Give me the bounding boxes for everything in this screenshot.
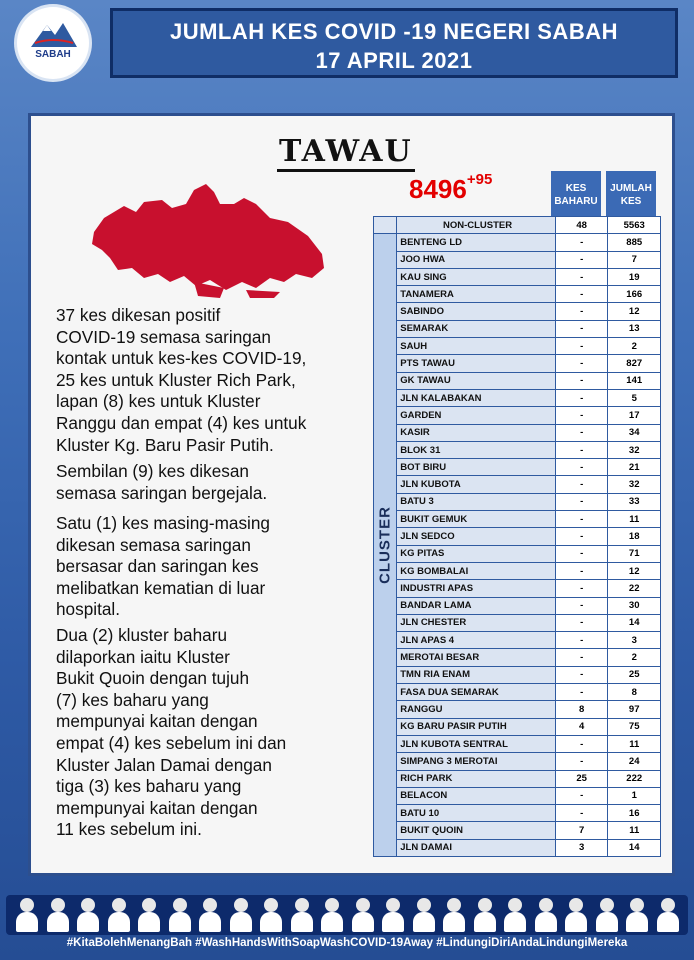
cluster-name: SEMARAK bbox=[397, 320, 556, 337]
total-cases: 1 bbox=[608, 787, 661, 804]
table-row bbox=[374, 268, 661, 285]
new-cases: - bbox=[555, 407, 608, 424]
person-icon bbox=[657, 898, 679, 932]
table-row bbox=[374, 562, 661, 579]
cluster-name: KAU SING bbox=[397, 268, 556, 285]
cluster-name: NON-CLUSTER bbox=[397, 217, 556, 234]
table-row bbox=[374, 805, 661, 822]
new-cases: - bbox=[555, 632, 608, 649]
table-row bbox=[374, 476, 661, 493]
total-cases: 16 bbox=[608, 805, 661, 822]
new-cases: 3 bbox=[555, 839, 608, 856]
cluster-name: RANGGU bbox=[397, 701, 556, 718]
new-cases: 7 bbox=[555, 822, 608, 839]
cluster-table bbox=[373, 216, 661, 857]
person-icon bbox=[413, 898, 435, 932]
total-cases: 30 bbox=[608, 597, 661, 614]
total-cases: 2 bbox=[608, 338, 661, 355]
person-icon bbox=[199, 898, 221, 932]
logo-text: SABAH bbox=[35, 49, 71, 60]
cluster-name: GARDEN bbox=[397, 407, 556, 424]
cluster-name: PTS TAWAU bbox=[397, 355, 556, 372]
total-cases: 34 bbox=[608, 424, 661, 441]
new-cases: - bbox=[555, 424, 608, 441]
cluster-name: TMN RIA ENAM bbox=[397, 666, 556, 683]
total-cases bbox=[409, 171, 493, 205]
table-row bbox=[374, 770, 661, 787]
table-row bbox=[374, 459, 661, 476]
cluster-name: BENTENG LD bbox=[397, 234, 556, 251]
paragraph-4: Dua (2) kluster baharu dilaporkan iaitu Kluster Bukit Quoin dengan tujuh (7) kes baharu yang mempunyai kaitan dengan empat (4) kes sebelum ini dan Kluster Jalan Damai dengan tiga (3) kes baharu yang mempunyai kaitan dengan 11 kes sebelum ini. bbox=[56, 625, 287, 840]
report-date: 17 APRIL 2021 bbox=[315, 48, 473, 73]
new-cases: - bbox=[555, 580, 608, 597]
cluster-name: JLN APAS 4 bbox=[397, 632, 556, 649]
new-cases: - bbox=[555, 735, 608, 752]
new-cases: - bbox=[555, 614, 608, 631]
table-row bbox=[374, 649, 661, 666]
cluster-name: BATU 3 bbox=[397, 493, 556, 510]
total-cases: 827 bbox=[608, 355, 661, 372]
person-icon bbox=[77, 898, 99, 932]
person-icon bbox=[16, 898, 38, 932]
cluster-name: FASA DUA SEMARAK bbox=[397, 684, 556, 701]
person-icon bbox=[535, 898, 557, 932]
total-cases: 141 bbox=[608, 372, 661, 389]
table-row bbox=[374, 735, 661, 752]
new-cases: - bbox=[555, 545, 608, 562]
table-row bbox=[374, 753, 661, 770]
table-row bbox=[374, 839, 661, 856]
cluster-name: KG BOMBALAI bbox=[397, 562, 556, 579]
total-cases: 7 bbox=[608, 251, 661, 268]
new-cases: - bbox=[555, 562, 608, 579]
table-row bbox=[374, 338, 661, 355]
table-row bbox=[374, 684, 661, 701]
person-icon bbox=[352, 898, 374, 932]
total-cases: 97 bbox=[608, 701, 661, 718]
total-cases: 13 bbox=[608, 320, 661, 337]
person-icon bbox=[382, 898, 404, 932]
cluster-name: JLN DAMAI bbox=[397, 839, 556, 856]
person-icon bbox=[260, 898, 282, 932]
new-cases: - bbox=[555, 684, 608, 701]
person-icon bbox=[230, 898, 252, 932]
person-icon bbox=[291, 898, 313, 932]
person-icon bbox=[565, 898, 587, 932]
new-cases: - bbox=[555, 753, 608, 770]
table-row bbox=[374, 441, 661, 458]
total-cases: 24 bbox=[608, 753, 661, 770]
total-cases: 5563 bbox=[608, 217, 661, 234]
cluster-side-blank bbox=[374, 217, 397, 234]
person-icon bbox=[108, 898, 130, 932]
cluster-name: JOO HWA bbox=[397, 251, 556, 268]
new-cases: - bbox=[555, 649, 608, 666]
total-cases: 8 bbox=[608, 684, 661, 701]
total-cases: 71 bbox=[608, 545, 661, 562]
person-icon bbox=[474, 898, 496, 932]
cluster-name: BOT BIRU bbox=[397, 459, 556, 476]
table-row bbox=[374, 372, 661, 389]
cluster-name: SIMPANG 3 MEROTAI bbox=[397, 753, 556, 770]
paragraph-1: 37 kes dikesan positif COVID-19 semasa saringan kontak untuk kes-kes COVID-19, 25 kes untuk Kluster Rich Park, lapan (8) kes untuk Kluster Ranggu dan empat (4) kes untuk Kluster Kg. Baru Pasir Putih. bbox=[56, 305, 307, 455]
new-cases: - bbox=[555, 493, 608, 510]
total-cases: 75 bbox=[608, 718, 661, 735]
total-cases: 885 bbox=[608, 234, 661, 251]
new-cases: 8 bbox=[555, 701, 608, 718]
total-cases: 25 bbox=[608, 666, 661, 683]
new-cases: - bbox=[555, 528, 608, 545]
total-cases: 11 bbox=[608, 822, 661, 839]
cluster-name: BANDAR LAMA bbox=[397, 597, 556, 614]
footer-banner bbox=[6, 895, 688, 935]
person-icon bbox=[626, 898, 648, 932]
table-row bbox=[374, 614, 661, 631]
total-cases: 21 bbox=[608, 459, 661, 476]
table-row bbox=[374, 597, 661, 614]
cluster-name: MEROTAI BESAR bbox=[397, 649, 556, 666]
content-panel bbox=[28, 113, 675, 876]
new-cases: - bbox=[555, 441, 608, 458]
total-cases: 11 bbox=[608, 511, 661, 528]
total-value: 8496 bbox=[409, 174, 467, 204]
table-row bbox=[374, 787, 661, 804]
table-row bbox=[374, 666, 661, 683]
person-icon bbox=[47, 898, 69, 932]
total-cases: 14 bbox=[608, 839, 661, 856]
page-title: JUMLAH KES COVID -19 NEGERI SABAH bbox=[169, 19, 618, 44]
total-cases: 19 bbox=[608, 268, 661, 285]
district-title: TAWAU bbox=[277, 136, 415, 172]
new-cases: - bbox=[555, 234, 608, 251]
total-cases: 222 bbox=[608, 770, 661, 787]
new-cases: - bbox=[555, 805, 608, 822]
cluster-name: KG PITAS bbox=[397, 545, 556, 562]
tawau-map-icon bbox=[74, 178, 334, 298]
table-row bbox=[374, 528, 661, 545]
header-kes-baharu: KES BAHARU bbox=[551, 171, 601, 218]
total-cases: 2 bbox=[608, 649, 661, 666]
new-cases: - bbox=[555, 459, 608, 476]
sabah-logo bbox=[17, 7, 89, 79]
new-cases: - bbox=[555, 597, 608, 614]
new-cases: - bbox=[555, 251, 608, 268]
new-cases: - bbox=[555, 389, 608, 406]
table-row bbox=[374, 511, 661, 528]
cluster-side-label bbox=[374, 234, 397, 857]
cluster-name: SAUH bbox=[397, 338, 556, 355]
person-icon bbox=[321, 898, 343, 932]
table-row bbox=[374, 580, 661, 597]
new-cases: 4 bbox=[555, 718, 608, 735]
paragraph-3: Satu (1) kes masing-masing dikesan semasa saringan bersasar dan saringan kes melibatkan kematian di luar hospital. bbox=[56, 513, 270, 620]
total-cases: 17 bbox=[608, 407, 661, 424]
new-cases: - bbox=[555, 372, 608, 389]
table-row bbox=[374, 389, 661, 406]
new-cases: - bbox=[555, 338, 608, 355]
total-cases: 32 bbox=[608, 441, 661, 458]
total-increase: +95 bbox=[466, 171, 493, 189]
table-row bbox=[374, 234, 661, 251]
total-cases: 5 bbox=[608, 389, 661, 406]
cluster-name: TANAMERA bbox=[397, 286, 556, 303]
cluster-name: BATU 10 bbox=[397, 805, 556, 822]
person-icon bbox=[504, 898, 526, 932]
paragraph-2: Sembilan (9) kes dikesan semasa saringan bergejala. bbox=[56, 461, 268, 503]
new-cases: - bbox=[555, 286, 608, 303]
total-cases: 22 bbox=[608, 580, 661, 597]
total-cases: 12 bbox=[608, 562, 661, 579]
cluster-name: JLN SEDCO bbox=[397, 528, 556, 545]
new-cases: 48 bbox=[555, 217, 608, 234]
new-cases: - bbox=[555, 787, 608, 804]
person-icon bbox=[138, 898, 160, 932]
table-row bbox=[374, 718, 661, 735]
table-row bbox=[374, 701, 661, 718]
table-row bbox=[374, 424, 661, 441]
cluster-name: INDUSTRI APAS bbox=[397, 580, 556, 597]
table-row bbox=[374, 286, 661, 303]
cluster-name: KASIR bbox=[397, 424, 556, 441]
total-cases: 32 bbox=[608, 476, 661, 493]
total-cases: 11 bbox=[608, 735, 661, 752]
new-cases: - bbox=[555, 268, 608, 285]
cluster-name: BUKIT QUOIN bbox=[397, 822, 556, 839]
person-icon bbox=[443, 898, 465, 932]
cluster-name: BUKIT GEMUK bbox=[397, 511, 556, 528]
cluster-label: CLUSTER bbox=[376, 506, 394, 585]
cluster-name: JLN KUBOTA bbox=[397, 476, 556, 493]
total-cases: 18 bbox=[608, 528, 661, 545]
cluster-name: KG BARU PASIR PUTIH bbox=[397, 718, 556, 735]
cluster-name: JLN CHESTER bbox=[397, 614, 556, 631]
table-row bbox=[374, 407, 661, 424]
hashtags: #KitaBolehMenangBah #WashHandsWithSoapWashCOVID-19Away #LindungiDiriAndaLindungiMereka bbox=[66, 937, 628, 949]
title-banner bbox=[110, 8, 678, 78]
table-row bbox=[374, 251, 661, 268]
total-cases: 166 bbox=[608, 286, 661, 303]
cluster-name: JLN KUBOTA SENTRAL bbox=[397, 735, 556, 752]
cluster-name: GK TAWAU bbox=[397, 372, 556, 389]
mountain-logo-icon bbox=[17, 7, 89, 79]
cluster-name: BELACON bbox=[397, 787, 556, 804]
table-row bbox=[374, 493, 661, 510]
table-row bbox=[374, 355, 661, 372]
person-icon bbox=[596, 898, 618, 932]
table-row bbox=[374, 545, 661, 562]
new-cases: 25 bbox=[555, 770, 608, 787]
total-cases: 12 bbox=[608, 303, 661, 320]
total-cases: 3 bbox=[608, 632, 661, 649]
new-cases: - bbox=[555, 355, 608, 372]
cluster-name: BLOK 31 bbox=[397, 441, 556, 458]
cluster-name: RICH PARK bbox=[397, 770, 556, 787]
header-jumlah-kes: JUMLAH KES bbox=[606, 171, 656, 218]
table-row bbox=[374, 822, 661, 839]
table-row bbox=[374, 320, 661, 337]
cluster-name: SABINDO bbox=[397, 303, 556, 320]
table-row bbox=[374, 217, 661, 234]
table-row bbox=[374, 632, 661, 649]
new-cases: - bbox=[555, 511, 608, 528]
table-row bbox=[374, 303, 661, 320]
new-cases: - bbox=[555, 303, 608, 320]
total-cases: 14 bbox=[608, 614, 661, 631]
new-cases: - bbox=[555, 320, 608, 337]
cluster-name: JLN KALABAKAN bbox=[397, 389, 556, 406]
new-cases: - bbox=[555, 476, 608, 493]
person-icon bbox=[169, 898, 191, 932]
new-cases: - bbox=[555, 666, 608, 683]
total-cases: 33 bbox=[608, 493, 661, 510]
